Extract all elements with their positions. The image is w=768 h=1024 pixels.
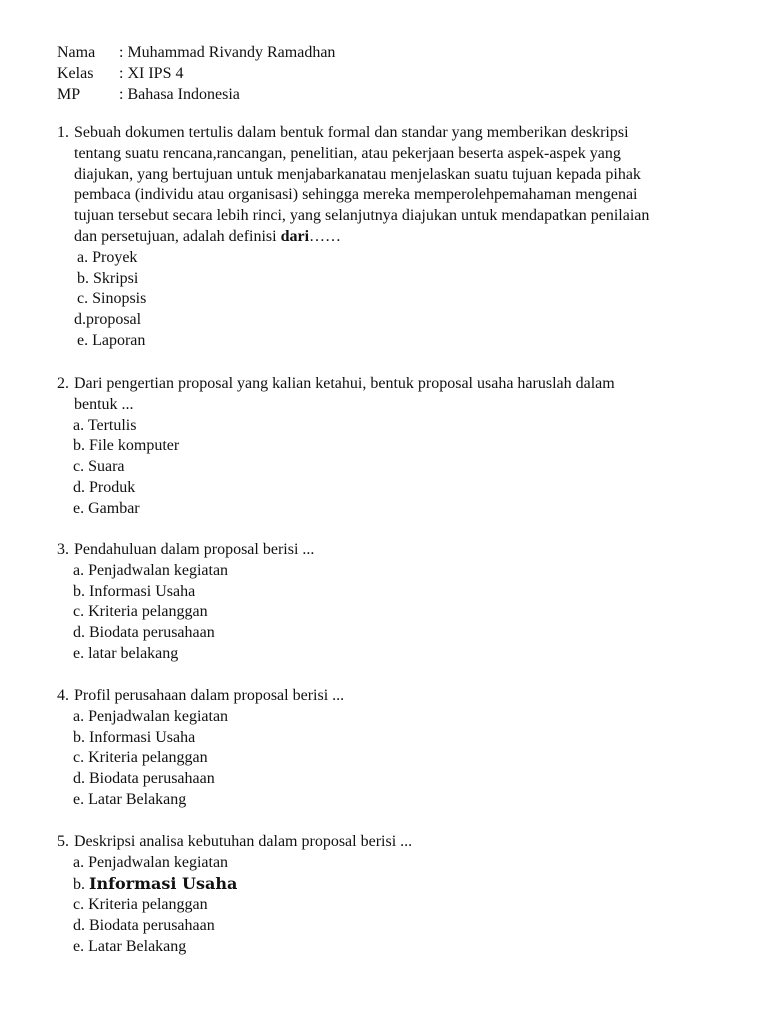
option-list (73, 561, 717, 665)
option-list (73, 707, 717, 811)
option-b[interactable]: b. Informasi Usaha (73, 582, 196, 600)
subject-label: MP (57, 86, 81, 103)
class-row (57, 63, 335, 84)
option-b[interactable]: b. Informasi Usaha (73, 728, 196, 746)
option-c[interactable]: c. Kriteria pelanggan (73, 896, 208, 914)
option-e[interactable]: e. Laporan (77, 331, 146, 349)
question-stem (57, 540, 717, 561)
name-separator: : (119, 44, 124, 61)
question-number: 5. (57, 833, 69, 850)
question-number: 3. (57, 541, 69, 558)
question-1 (57, 123, 717, 352)
option-d[interactable]: d. Biodata perusahaan (73, 624, 215, 642)
option-d[interactable]: d. Biodata perusahaan (73, 770, 215, 788)
option-a[interactable]: a. Penjadwalan kegiatan (73, 853, 229, 871)
option-a[interactable]: a. Penjadwalan kegiatan (73, 707, 229, 725)
name-label: Nama (57, 44, 96, 61)
question-number: 1. (57, 124, 69, 141)
stem-ellipsis: …… (309, 227, 342, 245)
stem-line: tujuan tersebut secara lebih rinci, yang selanjutnya diajukan untuk mendapatkan penilaian (74, 207, 650, 225)
option-list (73, 416, 717, 520)
subject-row (57, 84, 335, 105)
class-value: XI IPS 4 (127, 65, 184, 82)
question-number: 2. (57, 375, 69, 392)
student-info (57, 42, 335, 105)
option-list (74, 248, 717, 352)
question-3 (57, 540, 717, 665)
option-b[interactable] (73, 874, 717, 896)
option-c[interactable]: c. Kriteria pelanggan (73, 603, 208, 621)
stem-line: pembaca (individu atau organisasi) sehingga mereka memperolehpemahaman mengenai (74, 186, 638, 204)
option-e[interactable]: e. latar belakang (73, 644, 179, 662)
stem-bold-word: dari (280, 227, 310, 245)
option-c[interactable]: c. Suara (73, 458, 125, 476)
stem-line: Profil perusahaan dalam proposal berisi ... (74, 687, 345, 704)
option-e[interactable]: e. Latar Belakang (73, 790, 187, 808)
option-d[interactable]: d. Biodata perusahaan (73, 917, 215, 935)
question-2 (57, 374, 717, 520)
name-value: Muhammad Rivandy Ramadhan (127, 44, 336, 61)
option-list (73, 853, 717, 958)
stem-line: diajukan, yang bertujuan untuk menjabarkanatau menjelaskan suatu tujuan kepada pihak (74, 165, 641, 183)
stem-line-last (74, 227, 717, 248)
class-label: Kelas (57, 65, 94, 82)
name-row (57, 42, 335, 63)
question-number: 4. (57, 687, 69, 704)
option-e[interactable]: e. Latar Belakang (73, 937, 187, 955)
option-d[interactable]: d.proposal (74, 311, 142, 329)
stem-line: tentang suatu rencana,rancangan, penelitian, atau pekerjaan beserta aspek-aspek yang (74, 144, 621, 162)
option-c[interactable]: c. Kriteria pelanggan (73, 749, 208, 767)
option-c[interactable]: c. Sinopsis (77, 290, 147, 308)
stem-line: Pendahuluan dalam proposal berisi ... (74, 541, 315, 558)
stem-line: bentuk ... (74, 395, 134, 413)
option-e[interactable]: e. Gambar (73, 499, 140, 517)
stem-line: Dari pengertian proposal yang kalian ketahui, bentuk proposal usaha haruslah dalam (74, 375, 615, 392)
option-a[interactable]: a. Proyek (77, 248, 138, 266)
question-4 (57, 686, 717, 811)
stem-line: Deskripsi analisa kebutuhan dalam proposal berisi ... (74, 833, 413, 850)
option-b[interactable]: b. Skripsi (77, 269, 139, 287)
stem-line: Sebuah dokumen tertulis dalam bentuk formal dan standar yang memberikan deskripsi (74, 124, 629, 141)
option-a[interactable]: a. Penjadwalan kegiatan (73, 561, 229, 579)
question-stem (57, 123, 717, 248)
subject-value: Bahasa Indonesia (127, 86, 240, 103)
question-stem (57, 374, 717, 416)
class-separator: : (119, 65, 124, 82)
subject-separator: : (119, 86, 124, 103)
question-stem (57, 686, 717, 707)
question-5 (57, 832, 717, 958)
question-stem (57, 832, 717, 853)
option-b-letter: b. (73, 875, 89, 893)
option-b[interactable]: b. File komputer (73, 437, 180, 455)
option-b-highlighted-text: Informasi Usaha (89, 873, 238, 893)
stem-line-text: dan persetujuan, adalah definisi (74, 227, 281, 245)
option-a[interactable]: a. Tertulis (73, 416, 137, 434)
option-d[interactable]: d. Produk (73, 478, 136, 496)
